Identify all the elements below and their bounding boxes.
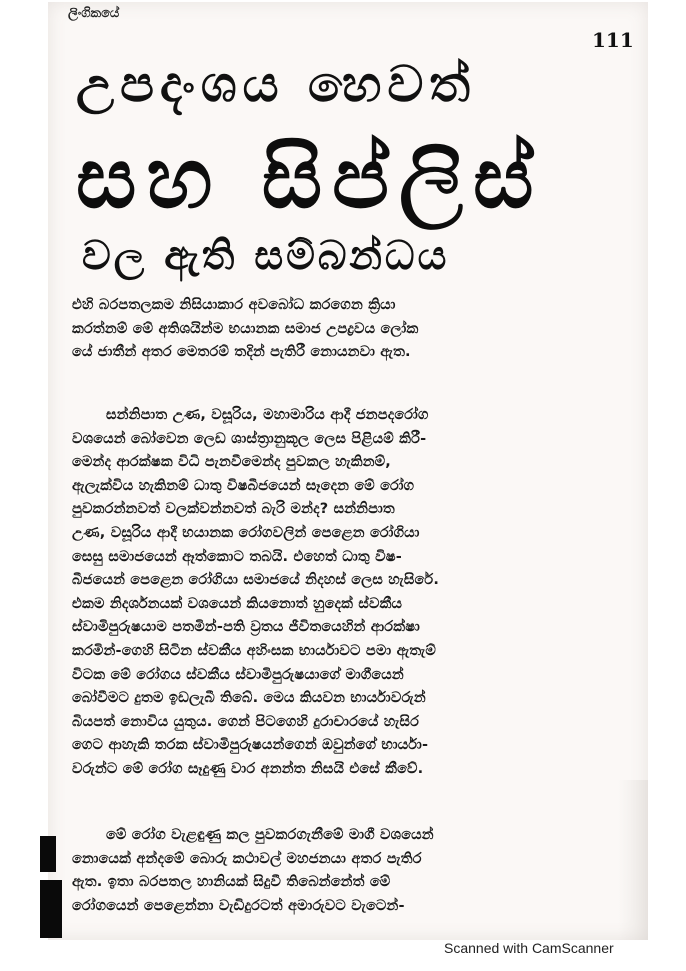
page-number: 111 — [592, 28, 634, 52]
text-line: සෙසු සමාජයෙන් ඈත්කොට තබයි. එහෙත් ධාතු විෂ- — [72, 548, 403, 565]
binding-edge-mark — [40, 836, 56, 872]
text-line: ඇලැක්විය හැකිනම් ධාතු විෂබීජයෙන් සෑදෙන මේ රෝග — [72, 477, 415, 494]
running-head: ලිංගිකයේ — [68, 6, 120, 21]
text-line: නොයෙක් අන්දමේ බොරු කථාවල් මහජනයා අතර පැතිර — [72, 850, 422, 867]
paragraph-3 — [72, 824, 638, 918]
title-line-1: උපදංශය හෙවත් — [76, 55, 476, 113]
text-line: වශයෙන් බෝවෙන ලෙඩ ශාස්ත්‍රානුකූල ලෙස පිළියම් කිරී- — [72, 430, 427, 447]
text-line: කරමින්-ගෙහි සිටින ස්වකීය අහිංසක භාර්යාවට පමා ඇතැම් — [72, 642, 437, 659]
text-line: පුවකරන්නවත් වලක්වන්නවත් බැරි මන්ද? සන්නිපාත — [72, 501, 395, 518]
text-line: එහි බරපතලකම නිසියාකාර අවබෝධ කරගෙන ක්‍රියා — [72, 297, 396, 313]
text-line: ස්වාමිපුරුෂයාම පතමින්-පති ව්‍රතය ජීවිතයෙහින් ආරක්ෂා — [72, 619, 421, 636]
text-line: යේ ජාතීන් අතර මෙතරම් තදින් පැතිරී නොයනවා ඇත. — [72, 344, 411, 361]
text-line: බියපත් නොවිය යුතුය. ගෙන් පිටගෙහි දුරාචාරයේ හැසිර — [72, 713, 420, 730]
binding-edge-mark — [40, 880, 62, 938]
text-line: එකම නිදර්ශනයක් වශයෙන් කියනොත් හුදෙක් ස්වකීය — [72, 595, 403, 612]
paragraph-1 — [72, 294, 638, 365]
text-line: රෝගයෙන් පෙළෙන්නා වැඩිදුරටත් අමාරුවට වැටෙන්- — [72, 897, 405, 914]
text-line: කරත්නම් මේ අතිශයින්ම භයානක සමාජ උපද්‍රවය ලෝක — [72, 320, 419, 337]
text-line: වරුන්ට මේ රෝග සෑදුණු වාර අනන්ත නිසයි එසේ කීවේ. — [72, 760, 424, 777]
paragraph-2 — [72, 404, 638, 782]
text-line: බෝවීමට දුතම ඉඩලැබී තිබේ. මෙය කියවන භාර්යාවරුන් — [72, 690, 426, 707]
text-line: විටක මේ රෝගය ස්වකීය ස්වාමිපුරුෂයාගේ මාගීයෙන් — [72, 666, 404, 683]
text-line: උණ, වසූරිය ආදී භයානක රෝගවලින් පෙළෙන රෝගියා — [72, 524, 420, 541]
text-line: සන්නිපාත උණ, වසූරිය, මහාමාරිය ආදී ජනපදරෝග — [106, 407, 429, 423]
text-line: ඇත. ඉතා බරපතල හානියක් සිදුවී තිබෙන්නේත් මේ — [72, 874, 391, 891]
text-line: ගෙට ආහැකි තරක ස්වාමිපුරුෂයන්ගෙන් ඔවුන්ගේ භාර්යා- — [72, 737, 429, 754]
text-line: බීජයෙන් පෙළෙන රෝගියා සමාජයේ නිදහස් ලෙස හැසිරේ. — [72, 572, 440, 589]
scanner-watermark: Scanned with CamScanner — [444, 940, 614, 956]
title-line-3: වල ඇති සම්බන්ධය — [82, 233, 450, 279]
text-line: මේ රෝග වැළඳුණු කල පුවකරගැනීමේ මාගී වශයෙන් — [106, 827, 434, 843]
text-line: මෙන්ද ආරක්ෂක විධි පැනවීමෙන්ද පුවකල හැකිනම්, — [72, 454, 392, 471]
title-line-2: සහ සිප්ලිස් — [76, 129, 544, 227]
